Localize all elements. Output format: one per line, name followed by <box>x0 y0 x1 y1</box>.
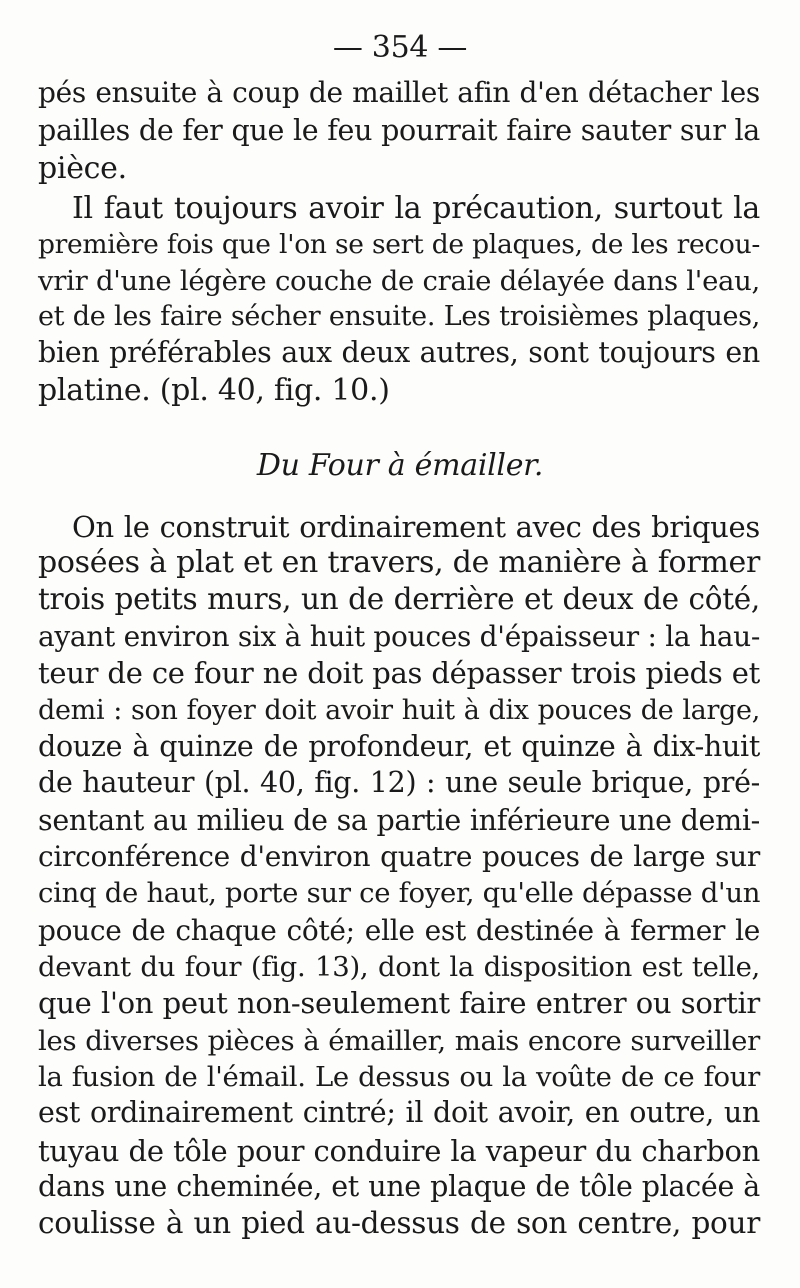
text-line: cinq de haut, porte sur ce foyer, qu'elle dépasse d'un <box>38 877 761 909</box>
text-line: et de les faire sécher ensuite. Les troisièmes plaques, <box>38 301 760 332</box>
text-line: ayant environ six à huit pouces d'épaisseur : la hau- <box>38 620 760 653</box>
text-line: de hauteur (pl. 40, fig. 12) : une seule brique, pré- <box>38 766 760 799</box>
text-line: demi : son foyer doit avoir huit à dix pouces de large, <box>38 695 760 726</box>
text-line: que l'on peut non-seulement faire entrer ou sortir <box>38 986 760 1020</box>
page-number: — 354 — <box>332 30 468 65</box>
text-line: pailles de fer que le feu pourrait faire sauter sur la <box>38 114 760 147</box>
text-line: coulisse à un pied au-dessus de son centre, pour <box>38 1206 760 1240</box>
text-line: la fusion de l'émail. Le dessus ou la voûte de ce four <box>38 1061 760 1093</box>
text-line: pièce. <box>38 151 127 186</box>
text-line: pouce de chaque côté; elle est destinée à fermer le <box>38 914 760 947</box>
section-heading: Du Four à émailler. <box>256 448 544 483</box>
text-line: circonférence d'environ quatre pouces de large sur <box>38 840 760 873</box>
text-line: Il faut toujours avoir la précaution, surtout la <box>72 191 760 226</box>
text-line: devant du four (fig. 13), dont la disposition est telle, <box>38 951 760 983</box>
text-line: trois petits murs, un de derrière et deux de côté, <box>38 582 760 616</box>
text-line: On le construit ordinairement avec des briques <box>72 510 760 544</box>
text-line: teur de ce four ne doit pas dépasser trois pieds et <box>38 656 760 690</box>
text-line: bien préférables aux deux autres, sont toujours en <box>38 336 760 369</box>
text-line: sentant au milieu de sa partie inférieure une demi- <box>38 804 760 837</box>
text-line: est ordinairement cintré; il doit avoir, en outre, un <box>38 1096 760 1129</box>
text-line: première fois que l'on se sert de plaques, de les recou- <box>38 229 760 260</box>
text-line: dans une cheminée, et une plaque de tôle placée à <box>38 1170 760 1203</box>
text-line: douze à quinze de profondeur, et quinze à dix-huit <box>38 730 760 763</box>
text-line: vrir d'une légère couche de craie délayée dans l'eau, <box>38 265 760 297</box>
text-line: les diverses pièces à émailler, mais encore surveiller <box>38 1025 760 1057</box>
text-line: posées à plat et en travers, de manière à former <box>38 545 760 580</box>
text-line: platine. (pl. 40, fig. 10.) <box>38 373 390 408</box>
text-line: tuyau de tôle pour conduire la vapeur du charbon <box>38 1134 760 1168</box>
text-line: pés ensuite à coup de maillet afin d'en détacher les <box>38 76 760 109</box>
